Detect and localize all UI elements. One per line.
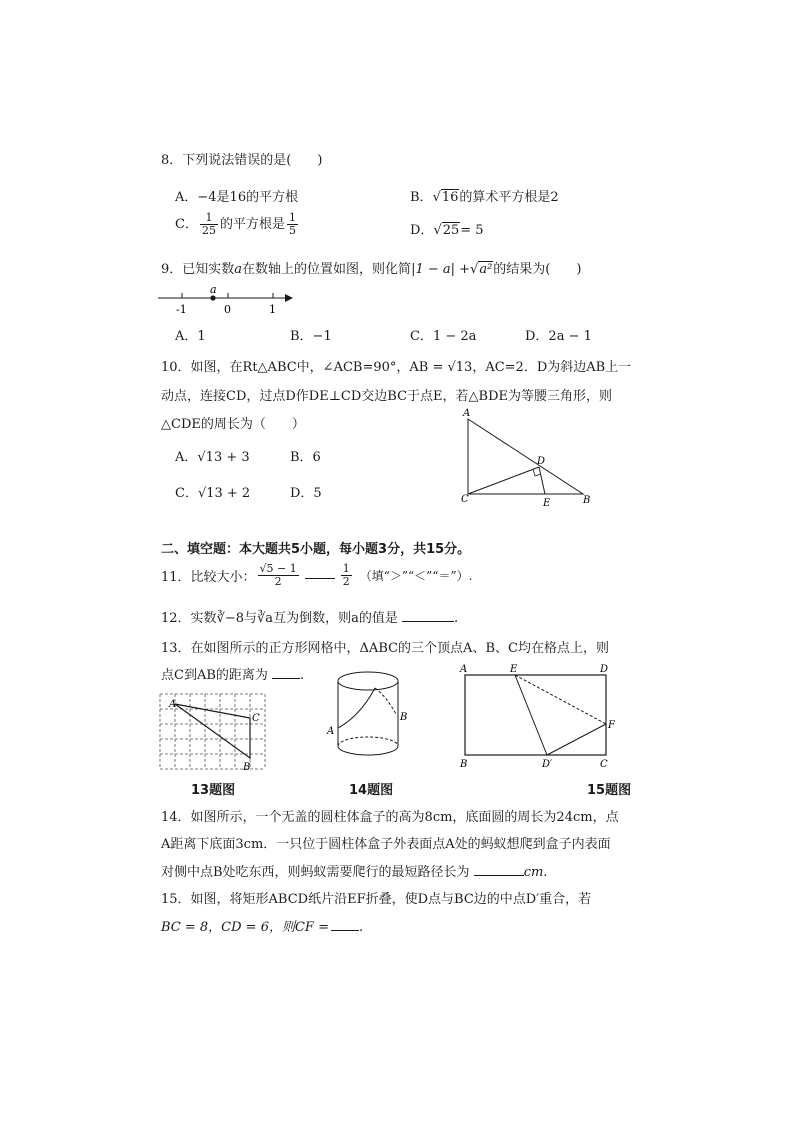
tick-label: 1 [269, 303, 276, 316]
q8-option-a: A．−4是16的平方根 [175, 190, 299, 205]
q9-option-c: C．1 − 2a [410, 329, 477, 344]
q8-option-c: C． $\frac{1}{25}$ 的平方根是 $\frac{1}{5}$ [175, 211, 296, 237]
q12: 12．实数∛−8与∛a互为倒数，则a的值是 . [161, 611, 459, 626]
answer-blank[interactable] [331, 918, 359, 931]
answer-blank[interactable] [474, 863, 524, 876]
sqrt-icon: √ [432, 190, 441, 205]
q8-option-d: D．√25= 5 [410, 223, 484, 238]
fraction: $\frac{1}{5}$ [288, 211, 296, 237]
label-a: a [210, 283, 217, 296]
answer-blank[interactable] [305, 566, 335, 579]
q11: 11．比较大小： $\frac{√5 - 1}{2}$ $\frac{1}{2}$ （填“＞”“＜”“＝”）. [161, 562, 473, 588]
q9-option-b: B．−1 [290, 329, 332, 344]
q14-line-3: 对侧中点B处吃东西，则蚂蚁需要爬行的最短路径长为 cm. [161, 865, 548, 880]
fraction: $\frac{√5 - 1}{2}$ [259, 562, 297, 588]
q9-option-d: D．2a − 1 [525, 329, 592, 344]
label-a: A [463, 408, 471, 419]
q9-number-line [155, 282, 295, 318]
answer-blank[interactable] [272, 666, 300, 679]
caption-fig13: 13题图 [191, 783, 236, 798]
q10-line-2: 动点，连接CD，过点D作DE⊥CD交边BC于点E，若△BDE为等腰三角形，则 [161, 389, 612, 404]
q13-line-1: 13．在如图所示的正方形网格中，ΔABC的三个顶点A、B、C均在格点上，则 [161, 641, 609, 656]
fraction: $\frac{1}{2}$ [342, 562, 350, 588]
q10-line-1: 10．如图，在Rt△ABC中，∠ACB=90°，AB = √13，AC=2．D为斜边AB上一 [161, 360, 632, 375]
q15-line-1: 15．如图，将矩形ABCD纸片沿EF折叠，使D点与BC边的中点D′重合，若 [161, 892, 592, 907]
label-b: B [243, 762, 251, 772]
label-f: F [608, 720, 615, 731]
q14-line-1: 14．如图所示，一个无盖的圆柱体盒子的高为8cm，底面圆的周长为24cm，点 [161, 810, 619, 825]
label-a: A [460, 664, 468, 675]
label-b: B [400, 712, 408, 723]
label-d: D [600, 664, 609, 675]
q10-line-3: △CDE的周长为（ ） [161, 417, 305, 432]
q9-stem: 9．已知实数a在数轴上的位置如图，则化简|1 − a| +√a²的结果为( ) [161, 262, 582, 277]
q8-stem: 8．下列说法错误的是( ) [161, 153, 323, 168]
tick-label: -1 [176, 303, 187, 316]
sqrt-icon: √ [433, 223, 442, 238]
q8-option-b: B．√16的算术平方根是2 [410, 190, 559, 205]
point-a-dot [210, 295, 215, 300]
label-c: C [600, 759, 608, 770]
label-d-prime: D′ [542, 759, 553, 770]
label-c: C [461, 494, 469, 505]
q14-line-2: A距离下底面3cm．一只位于圆柱体盒子外表面点A处的蚂蚁想爬到盒子内表面 [161, 837, 611, 852]
q10-option-c: C．√13 + 2 [175, 486, 251, 501]
fig13-grid [157, 690, 269, 772]
fraction: $\frac{1}{25}$ [201, 211, 216, 237]
q13-line-2: 点C到AB的距离为 . [161, 668, 305, 683]
label-e: E [543, 498, 551, 509]
sqrt-icon: √ [470, 262, 479, 277]
label-a: A [169, 699, 177, 710]
fig15-rectangle [455, 660, 625, 772]
q15-line-2: BC = 8，CD = 6，则CF = . [161, 920, 364, 935]
label-b: B [583, 495, 591, 506]
label-d: D [537, 456, 546, 467]
q10-option-d: D．5 [290, 486, 322, 501]
q10-figure [455, 406, 595, 514]
q10-option-a: A．√13 + 3 [175, 450, 250, 465]
answer-blank[interactable] [402, 609, 454, 622]
caption-fig14: 14题图 [349, 783, 394, 798]
fig14-cylinder [320, 666, 415, 770]
section-heading: 二、填空题：本大题共5小题，每小题3分，共15分。 [161, 542, 471, 557]
q10-option-b: B．6 [290, 450, 321, 465]
label-a: A [327, 726, 335, 737]
tick-label: 0 [224, 303, 231, 316]
q9-option-a: A．1 [175, 329, 206, 344]
label-e: E [510, 664, 518, 675]
caption-fig15: 15题图 [587, 783, 632, 798]
label-b: B [460, 759, 468, 770]
label-c: C [252, 713, 260, 724]
